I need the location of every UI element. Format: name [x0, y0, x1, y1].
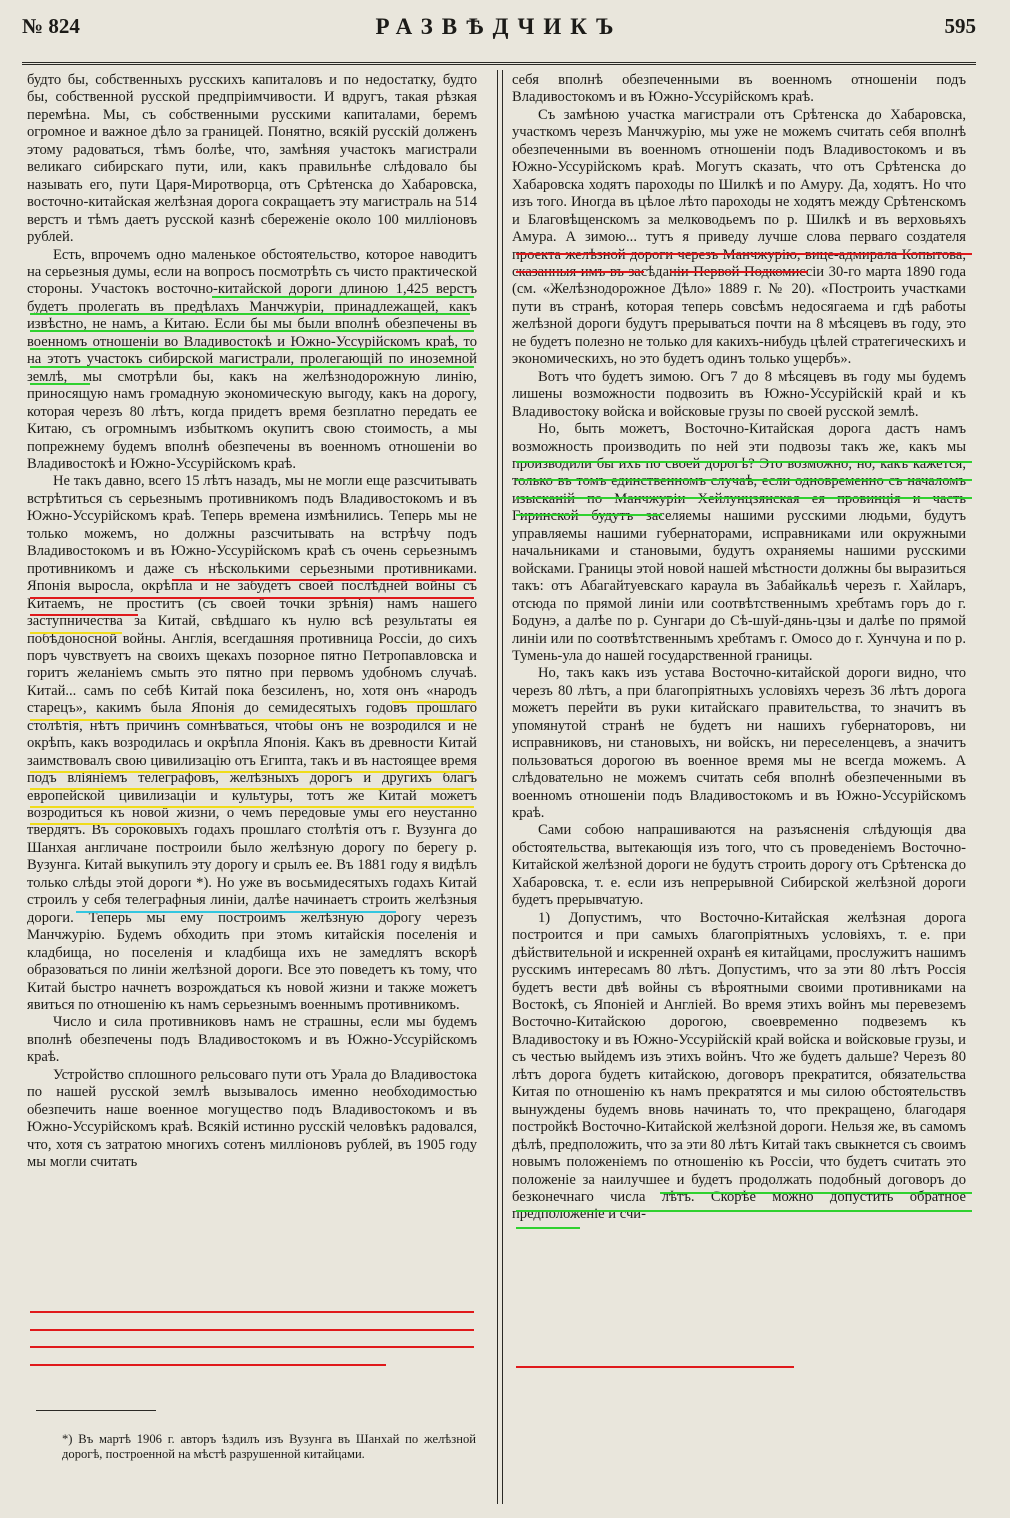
footnote-rule [36, 1410, 156, 1411]
highlight-underline [30, 614, 138, 616]
highlight-underline [516, 1227, 580, 1229]
highlight-underline [30, 806, 474, 808]
journal-title: РАЗВѢДЧИКЪ [375, 14, 623, 39]
highlight-underline [516, 1210, 972, 1212]
highlight-underline [30, 719, 474, 721]
header-rule [22, 62, 976, 65]
highlight-underline [30, 597, 474, 599]
highlight-underline [30, 788, 474, 790]
highlight-underline [30, 771, 474, 773]
left-column [27, 72, 477, 1172]
highlight-underline [30, 313, 470, 315]
column-divider [497, 70, 498, 1504]
left-paragraph-2: Есть, впрочемъ одно маленькое обстоятельство, которое наводитъ на серьезныя думы, если на вопросъ посмотрѣть съ чисто практической стороны. Участокъ восточно-китайской дороги длиною 1,425 верстъ будетъ пролегать въ предѣлахъ Манчжуріи, принадлежащей, какъ извѣстно, не намъ, а Китаю. Если бы мы были вполнѣ обезпечены въ военномъ отношеніи во Владивостокѣ и Южно-Уссурійскомъ краѣ, то на этотъ участокъ сибирской магистрали, пролегающій по иноземной землѣ, мы смотрѣли бы, какъ на желѣзнодорожную линію, приносящую намъ громадную экономическую выгоду, какъ на дорогу, которая черезъ 80 лѣтъ, когда придетъ время безплатно передать ее Китаю, съ огромнымъ избыткомъ окупитъ свою стоимость, а мы попрежнему будемъ вполнѣ обезпечены въ военномъ отношеніи во Владивостокѣ и Южно-Уссурійскомъ краѣ. [27, 246, 477, 472]
right-paragraph-2: Съ замѣною участка магистрали отъ Срѣтенска до Хабаровска, участкомъ черезъ Манчжурію, мы уже не можемъ считать себя вполнѣ обезпеченными въ военномъ отношеніи подъ Владивостокомъ и въ Южно-Уссурійскомъ краѣ. Могутъ сказать, что отъ Срѣтенска до Хабаровска ходятъ пароходы по Шилкѣ и по Амуру. Да, ходятъ. Но что изъ того. Иногда въ цѣлое лѣто пароходы не ходятъ между Срѣтенскомъ и Благовѣщенскомъ за мелководьемъ по р. Шилкѣ и въ верховьяхъ Амура. А зимою... тутъ я приведу лучше слова перваго создателя проекта желѣзной дороги черезъ Манчжурію, вице-адмирала Копытова, сказанныя имъ въ засѣданіи Первой Подкомиссіи 30-го марта 1890 года (см. «Желѣзнодорожное Дѣло» 1889 г. № 20). «Построить участками пути въ странѣ, которая теперь совсѣмъ недосягаема и гдѣ работы желѣзной дороги будутъ прерываться почти на 8 мѣсяцевъ въ году, это не будетъ полезно не только для какихъ-нибудь цѣлей стратегическихъ и экономическихъ, но это будетъ одинъ только ущербъ». [512, 106, 966, 368]
right-paragraph-6: Сами собою напрашиваются на разъясненія слѣдующія два обстоятельства, вытекающія изъ того, что съ проведеніемъ Восточно-Китайской желѣзной дороги не будутъ строить дорогу отъ Срѣтенска до Хабаровска, т. е. если изъ непрерывной Сибирской желѣзной дороги будетъ прерывчатую. [512, 822, 966, 909]
highlight-underline [30, 1364, 386, 1366]
highlight-underline [30, 1346, 474, 1348]
footnote-text: *) Въ мартѣ 1906 г. авторъ ѣздилъ изъ Вузунга въ Шанхай по желѣзной дорогѣ, построенной на мѣстѣ разрушенной китайцами. [62, 1432, 476, 1461]
highlight-underline [30, 1329, 474, 1331]
highlight-underline [30, 632, 122, 634]
highlight-underline [30, 383, 90, 385]
page-number: 595 [944, 14, 976, 38]
highlight-underline [30, 823, 180, 825]
highlight-underline [516, 514, 662, 516]
highlight-underline [516, 479, 972, 481]
highlight-underline [516, 461, 972, 463]
highlight-underline [30, 1311, 474, 1313]
highlight-underline [660, 1192, 972, 1194]
footnote [62, 1432, 476, 1462]
left-paragraph-1: будто бы, собственныхъ русскихъ капиталовъ и по недостатку, будто бы, собственной русской предпріимчивости. И вдругъ, такая рѣзкая перемѣна. Мы, съ собственными русскими капиталами, беремъ огромное и важное дѣло за границей. Понятно, всякій русскій долженъ этому радоваться, тѣмъ болѣе, что, замѣняя участокъ магистрали великаго сибирскаго пути, или, какъ правильнѣе слѣдовало бы называть его, пути Царя-Миротворца, отъ Срѣтенска до Хабаровска, восточно-китайская желѣзная дорога сокращаетъ эту магистраль на 514 верстъ и тѣмъ даетъ русской казнѣ сбереженіе около 100 милліоновъ рублей. [27, 72, 477, 246]
highlight-underline [516, 271, 644, 273]
highlight-underline [212, 296, 474, 298]
left-paragraph-4: Число и сила противниковъ намъ не страшны, если мы будемъ вполнѣ обезпечены подъ Владивостокомъ и въ Южно-Уссурійскомъ краѣ. [27, 1014, 477, 1066]
highlight-underline [30, 366, 474, 368]
column-divider-inner [502, 70, 503, 1504]
highlight-underline [670, 271, 808, 273]
highlight-underline [30, 348, 474, 350]
right-paragraph-5: Но, такъ какъ изъ устава Восточно-китайской дороги видно, что черезъ 80 лѣтъ, а при благопріятныхъ условіяхъ черезъ 36 лѣтъ дорога можетъ перейти въ руки китайскаго правительства, то значитъ въ упомянутой странѣ не будетъ ни нашихъ губернаторовъ, ни исправниковъ, ни становыхъ, ни войскъ, ни переселенцевъ, а значитъ пользоваться дорогою въ военное время мы не всегда можемъ. А слѣдовательно не можемъ считать себя вполнѣ обезпеченными въ военномъ отношеніи подъ Владивостокомъ и въ Южно-Уссурійскомъ краѣ. [512, 665, 966, 822]
highlight-underline [30, 330, 474, 332]
highlight-underline [516, 253, 972, 255]
highlight-underline [172, 579, 476, 581]
left-paragraph-5: Устройство сплошного рельсоваго пути отъ Урала до Владивостока по нашей русской землѣ вызывалось именно необходимостью обезпечить наше военное могущество подъ Владивостокомъ и въ Южно-Уссурійскомъ краѣ. Всякій истинно русскій человѣкъ радовался, что, хотя съ затратою многихъ сотенъ милліоновъ рублей, въ 1905 году мы могли считать [27, 1066, 477, 1171]
right-paragraph-4: Но, быть можетъ, Восточно-Китайская дорога дастъ намъ возможность производить по ней эти подвозы такъ же, какъ мы производили бы ихъ по своей дорогѣ? Это возможно, но, какъ кажется, только въ томъ единственномъ случаѣ, если одновременно съ началомъ изысканій по Манчжуріи Хейлунцзянская ея провинція и часть Гиринской будутъ заселяемы нашими русскими людьми, будутъ управляемы нашими губернаторами, исправниками или окружными начальниками и становыми, будутъ охраняемы нашими русскими войсками. Границы этой новой нашей мѣстности должны бы выразиться такъ: отъ Абагайтуевскаго караула въ Забайкальѣ черезъ г. Хайларъ, отсюда по прямой линіи или соотвѣтственнымъ хребтамъ горъ до г. Бодунэ, а далѣе по р. Сунгари до Сѣ-шуй-дянь-цзы и далѣе по прямой линіи или по соотвѣтственнымъ хребтамъ г. Омосо до г. Хунчуна и по р. Тумень-ула до нашей государственной границы. [512, 421, 966, 664]
issue-number: № 824 [22, 14, 80, 38]
highlight-underline [516, 1366, 794, 1368]
right-paragraph-3: Вотъ что будетъ зимою. Огъ 7 до 8 мѣсяцевъ въ году мы будемъ лишены возможности подвозить въ Южно-Уссурійскій край и къ Владивостоку войска и войсковые грузы по своей русской землѣ. [512, 368, 966, 420]
right-paragraph-7: 1) Допустимъ, что Восточно-Китайская желѣзная дорога построится и при самыхъ благопріятныхъ условіяхъ, т. е. при дѣйствительной и искренней охранѣ ея китайцами, прослужитъ нашимъ русскимъ интересамъ 80 лѣтъ. Допустимъ, что за эти 80 лѣтъ Россія будетъ вести двѣ войны съ вѣроятными своими противниками на Востокѣ, съ Японіей и Англіей. Во время этихъ войнъ мы перевеземъ Восточно-Китайскою дорогою, своевременно подвеземъ къ Владивостоку и въ Южно-Уссурійскій край войска и войсковые грузы, и съ честью выйдемъ изъ этихъ войнъ. Что же будетъ дальше? Черезъ 80 лѣтъ дорога будетъ китайскою, договоръ прекратится, обязательства Китая по отношенію къ намъ прекратятся и мы силою обстоятельствъ вынуждены будемъ вновь начинать то, что прекращено, благодаря постройкѣ Восточно-Китайской желѣзной дороги. Нельзя же, въ самомъ дѣлѣ, предположить, что за эти 80 лѣтъ Китай такъ свыкнется съ своимъ новымъ положеніемъ по отношенію къ Россіи, что будетъ считать это положеніе за наилучшее и будетъ продолжать подобный договоръ до безконечнаго числа лѣтъ. Скорѣе можно допустить обратное предположеніе и счи- [512, 909, 966, 1223]
highlight-underline [76, 911, 396, 913]
left-paragraph-3: Не такъ давно, всего 15 лѣтъ назадъ, мы не могли еще разсчитывать встрѣтиться съ серьезнымъ противникомъ подъ Владивостокомъ и въ Южно-Уссурійскомъ краѣ. Теперь времена измѣнились. Теперь мы не только можемъ, но должны разсчитывать на встрѣчу подъ Владивостокомъ и въ Южно-Уссурійскомъ краѣ съ очень серьезнымъ противникомъ и даже съ нѣсколькими серьезными противниками. Японія выросла, окрѣпла и не забудетъ своей послѣдней войны съ Китаемъ, не проститъ (съ своей точки зрѣнія) намъ нашего заступничества за Китай, свѣдшаго къ нулю всѣ результаты ея побѣдоносной войны. Англія, всегдашняя противница Россіи, до сихъ поръ чувствуетъ на своихъ щекахъ позорное пятно Петропавловска и горитъ желаніемъ смыть это пятно при первомъ удобномъ случаѣ. Китай... самъ по себѣ Китай пока безсиленъ, но, хотя онъ «народъ старецъ», какимъ была Японія до семидесятыхъ годовъ прошлаго столѣтія, нѣтъ причинъ сомнѣваться, чтобы онъ не возродился и не окрѣпъ, какъ возродилась и окрѣпла Японія. Какъ въ древности Китай заимствовалъ свою цивилизацію отъ Египта, такъ и въ настоящее время подъ вліяніемъ телеграфовъ, желѣзныхъ дорогъ и другихъ благъ европейской цивилизаціи и культуры, тотъ же Китай можетъ возродиться къ новой жизни, о чемъ передовые умы его неустанно твердятъ. Въ сороковыхъ годахъ прошлаго столѣтія отъ г. Вузунга до Шанхая англичане построили было желѣзную дорогу по берегу р. Вузунга. Китай выкупилъ эту дорогу и срылъ ее. Въ 1881 году я видѣлъ только слѣды этой дороги *). Но уже въ восьмидесятыхъ годахъ Китай строилъ у себя телеграфныя линіи, далѣе начинаетъ строить желѣзныя дороги. Теперь мы ему построимъ желѣзную дорогу черезъ Манчжурію. Будемъ обходить при этомъ китайскія поселенія и кладбища, но поселенія и кладбища ихъ не замедлятъ вскорѣ образоваться по линіи желѣзной дороги. Все это поведетъ къ тому, что Китай быстро начнетъ возрождаться къ новой жизни и также можетъ явиться по отношенію къ намъ серьезнымъ военнымъ противникомъ. [27, 473, 477, 1014]
page-header [22, 14, 976, 48]
highlight-underline [516, 497, 972, 499]
right-paragraph-1: себя вполнѣ обезпеченными въ военномъ отношеніи подъ Владивостокомъ и въ Южно-Уссурійскомъ краѣ. [512, 72, 966, 106]
highlight-underline [392, 701, 476, 703]
right-column [512, 72, 966, 1224]
